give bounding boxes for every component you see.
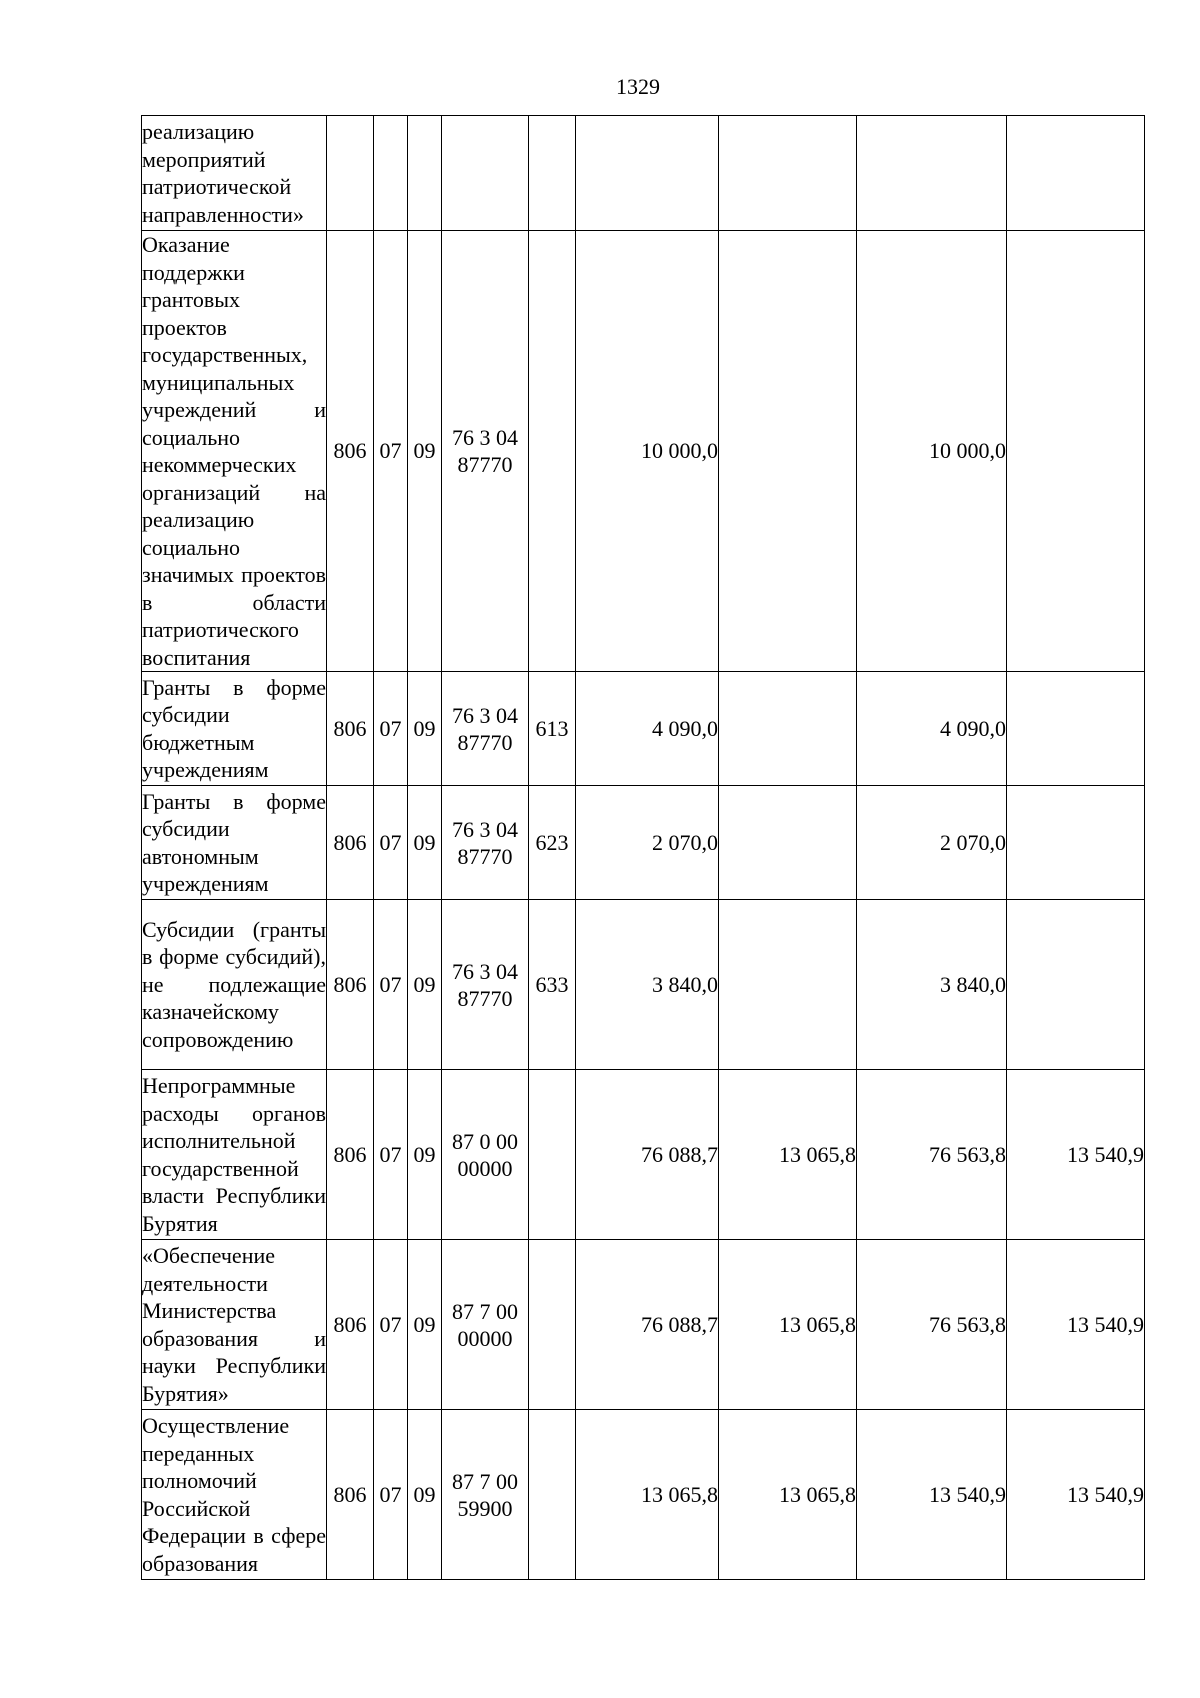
table-row xyxy=(142,1410,1145,1580)
table-row xyxy=(142,672,1145,786)
cell-subvention-2023: 13 540,9 xyxy=(1007,1410,1145,1580)
cell-vr xyxy=(529,116,576,231)
cell-pr: 09 xyxy=(408,1410,442,1580)
cell-sum-2022: 76 088,7 xyxy=(576,1240,719,1410)
cell-subvention-2022: 13 065,8 xyxy=(719,1410,857,1580)
cell-gr: 806 xyxy=(327,900,374,1070)
cell-pr: 09 xyxy=(408,231,442,672)
cell-vr xyxy=(529,1410,576,1580)
cell-rz xyxy=(374,116,408,231)
cell-subvention-2023 xyxy=(1007,900,1145,1070)
table-row xyxy=(142,900,1145,1070)
table-body xyxy=(142,116,1145,1580)
cell-vr: 623 xyxy=(529,786,576,900)
cell-rz: 07 xyxy=(374,672,408,786)
cell-pr xyxy=(408,116,442,231)
cell-sum-2022: 10 000,0 xyxy=(576,231,719,672)
cell-subvention-2023 xyxy=(1007,116,1145,231)
cell-sum-2023: 2 070,0 xyxy=(857,786,1007,900)
cell-sum-2022: 13 065,8 xyxy=(576,1410,719,1580)
cell-subvention-2022 xyxy=(719,116,857,231)
cell-vr xyxy=(529,1240,576,1410)
row-description: Оказание поддержки грантовых проектов государственных, муниципальных учреждений и социально некоммерческих организаций на реализацию социально значимых проектов в области патриотического воспитания xyxy=(142,232,326,670)
cell-sum-2022: 76 088,7 xyxy=(576,1070,719,1240)
cell-csr: 76 3 04 87770 xyxy=(442,672,529,786)
cell-subvention-2022: 13 065,8 xyxy=(719,1240,857,1410)
cell-vr xyxy=(529,1070,576,1240)
cell-csr: 87 0 00 00000 xyxy=(442,1070,529,1240)
cell-rz: 07 xyxy=(374,1240,408,1410)
cell-sum-2022 xyxy=(576,116,719,231)
page-number: 1329 xyxy=(616,74,660,99)
cell-csr: 87 7 00 00000 xyxy=(442,1240,529,1410)
cell-sum-2023: 10 000,0 xyxy=(857,231,1007,672)
cell-rz: 07 xyxy=(374,231,408,672)
cell-sum-2022: 3 840,0 xyxy=(576,900,719,1070)
cell-pr: 09 xyxy=(408,900,442,1070)
cell-subvention-2023: 13 540,9 xyxy=(1007,1070,1145,1240)
cell-gr: 806 xyxy=(327,1240,374,1410)
cell-sum-2022: 4 090,0 xyxy=(576,672,719,786)
table-row xyxy=(142,1070,1145,1240)
cell-csr: 87 7 00 59900 xyxy=(442,1410,529,1580)
cell-vr xyxy=(529,231,576,672)
cell-gr: 806 xyxy=(327,672,374,786)
row-description: Субсидии (гранты в форме субсидий), не подлежащие казначейскому сопровождению xyxy=(142,900,327,1070)
budget-table xyxy=(141,115,1145,1580)
table-row xyxy=(142,231,1145,672)
cell-subvention-2023 xyxy=(1007,786,1145,900)
cell-csr: 76 3 04 87770 xyxy=(442,786,529,900)
cell-pr: 09 xyxy=(408,672,442,786)
cell-subvention-2022 xyxy=(719,231,857,672)
cell-rz: 07 xyxy=(374,786,408,900)
cell-gr: 806 xyxy=(327,786,374,900)
cell-rz: 07 xyxy=(374,900,408,1070)
cell-subvention-2022 xyxy=(719,900,857,1070)
cell-gr xyxy=(327,116,374,231)
cell-sum-2023: 4 090,0 xyxy=(857,672,1007,786)
cell-subvention-2023 xyxy=(1007,672,1145,786)
cell-pr: 09 xyxy=(408,1240,442,1410)
cell-subvention-2022 xyxy=(719,786,857,900)
table-row xyxy=(142,1240,1145,1410)
row-description: Осуществление переданных полномочий Российской Федерации в сфере образования xyxy=(142,1410,327,1580)
cell-sum-2023: 76 563,8 xyxy=(857,1240,1007,1410)
cell-gr: 806 xyxy=(327,1410,374,1580)
cell-rz: 07 xyxy=(374,1070,408,1240)
cell-subvention-2022 xyxy=(719,672,857,786)
cell-csr: 76 3 04 87770 xyxy=(442,900,529,1070)
cell-subvention-2023: 13 540,9 xyxy=(1007,1240,1145,1410)
table-row xyxy=(142,786,1145,900)
cell-subvention-2023 xyxy=(1007,231,1145,672)
cell-gr: 806 xyxy=(327,231,374,672)
cell-vr: 613 xyxy=(529,672,576,786)
cell-pr: 09 xyxy=(408,786,442,900)
row-description: Гранты в форме субсидии автономным учреждениям xyxy=(142,786,327,900)
row-description: Непрограммные расходы органов исполнительной государственной власти Республики Бурятия xyxy=(142,1070,327,1240)
row-description: «Обеспечение деятельности Министерства образования и науки Республики Бурятия» xyxy=(142,1240,327,1410)
cell-gr: 806 xyxy=(327,1070,374,1240)
cell-csr xyxy=(442,116,529,231)
cell-pr: 09 xyxy=(408,1070,442,1240)
row-description: Гранты в форме субсидии бюджетным учреждениям xyxy=(142,672,327,786)
row-description: реализацию мероприятий патриотической направленности» xyxy=(142,116,327,231)
cell-subvention-2022: 13 065,8 xyxy=(719,1070,857,1240)
cell-rz: 07 xyxy=(374,1410,408,1580)
cell-sum-2023: 13 540,9 xyxy=(857,1410,1007,1580)
cell-sum-2022: 2 070,0 xyxy=(576,786,719,900)
table-row xyxy=(142,116,1145,231)
cell-sum-2023: 3 840,0 xyxy=(857,900,1007,1070)
cell-vr: 633 xyxy=(529,900,576,1070)
cell-sum-2023: 76 563,8 xyxy=(857,1070,1007,1240)
cell-sum-2023 xyxy=(857,116,1007,231)
cell-csr: 76 3 04 87770 xyxy=(442,231,529,672)
